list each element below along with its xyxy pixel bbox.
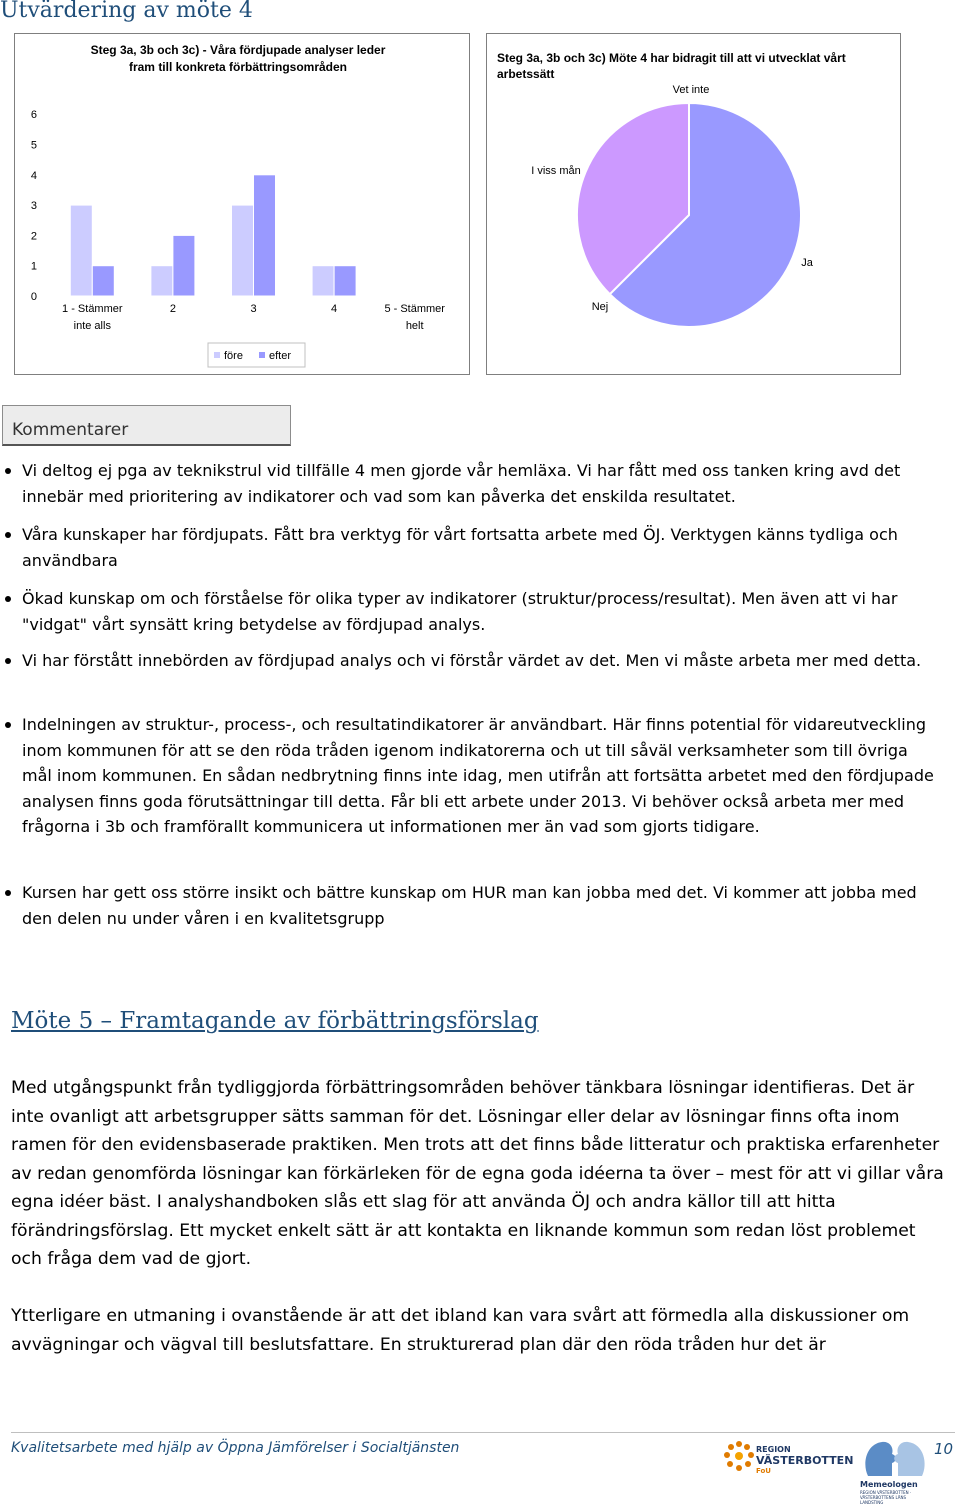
page-number: 10: [934, 1440, 954, 1458]
y-tick-label: 3: [30, 200, 37, 213]
page-heading: Utvärdering av möte 4: [0, 0, 253, 23]
comment-item: Våra kunskaper har fördjupats. Fått bra verktyg för vårt fortsatta arbete med ÖJ. Verktygen känns tydliga och användbara: [5, 522, 940, 573]
y-tick-label: 0: [30, 291, 37, 303]
legend-swatch-före: [214, 352, 220, 358]
bar-efter: [92, 266, 114, 296]
y-tick-label: 4: [30, 169, 37, 182]
pie-chart-panel: [486, 33, 901, 375]
comment-item: Indelningen av struktur-, process-, och resultatindikatorer är användbart. Här finns potential för vidareutveckling inom kommunen för att se den röda tråden igenom indikatorerna och ut till såväl verksamheter som till övriga mål inom kommunen. En sådan nedbrytning finns inte idag, men utifrån att fortsätta arbetet med den fördjupade analysen finns goda förutsättningar till detta. Får bli ett arbete under 2013. Vi behöver också arbeta mer med frågorna i 3b och framförallt kommunicera ut informationen mer än vad som gjorts tidigare.: [5, 712, 940, 840]
kommentarer-header: [2, 405, 291, 446]
sunflower-logo-icon: [724, 1440, 754, 1476]
legend-swatch-efter: [259, 352, 265, 358]
x-tick-label: 1 - Stämmer: [62, 303, 123, 315]
bar-före: [312, 266, 334, 296]
memeologen-logo: Memeologen REGION VÄSTERBOTTEN · VÄSTERBOTTENS LÄNS LANDSTING: [860, 1436, 930, 1502]
legend-label-före: före: [224, 350, 243, 362]
faces-logo-icon: [860, 1436, 930, 1480]
comment-item: Vi deltog ej pga av teknikstrul vid tillfälle 4 men gjorde vår hemläxa. Vi har fått med oss tanken kring avd det innebär med prioritering av indikatorer och vad som kan påverka det enskilda resultatet.: [5, 458, 940, 509]
y-tick-label: 1: [30, 260, 37, 273]
comment-item: Vi har förstått innebörden av fördjupad analys och vi förstår värdet av det. Men vi måste arbeta mer med detta.: [5, 648, 940, 674]
bullet-icon: [5, 596, 11, 602]
bar-chart-panel: [14, 33, 470, 375]
chart-title: fram till konkreta förbättringsområden: [128, 60, 348, 74]
section-heading: Möte 5 – Framtagande av förbättringsförslag: [11, 1008, 539, 1034]
kommentarer-title: Kommentarer: [12, 420, 129, 440]
legend-label-efter: efter: [269, 350, 292, 362]
region-vasterbotten-logo: REGION VÄSTERBOTTEN FoU: [724, 1436, 844, 1480]
y-tick-label: 5: [30, 139, 37, 152]
bar-efter: [254, 175, 276, 296]
x-tick-label: 2: [169, 303, 176, 315]
pie-label: I viss mån: [531, 165, 581, 177]
bullet-icon: [5, 890, 11, 896]
body-paragraph: Ytterligare en utmaning i ovanstående är att det ibland kan vara svårt att förmedla alla diskussioner om avvägningar och vägval till beslutsfattare. En strukturerad plan där den röda tråden hur det är: [11, 1306, 910, 1355]
chart-title: Steg 3a, 3b och 3c) Möte 4 har bidragit till att vi utvecklat vårt: [497, 51, 846, 65]
x-tick-label: helt: [405, 320, 424, 332]
comment-item: Kursen har gett oss större insikt och bättre kunskap om HUR man kan jobba med det. Vi kommer att jobba med den delen nu under våren i en kvalitetsgrupp: [5, 880, 940, 931]
chart-title: arbetssätt: [497, 67, 555, 81]
x-tick-label: 5 - Stämmer: [384, 303, 445, 315]
x-tick-label: inte alls: [73, 320, 111, 332]
comment-item: Ökad kunskap om och förståelse för olika typer av indikatorer (struktur/process/resultat). Men även att vi har "vidgat" vårt synsätt kring betydelse av fördjupad analys.: [5, 586, 940, 637]
bullet-icon: [5, 532, 11, 538]
bar-efter: [173, 235, 195, 296]
bar-före: [70, 205, 92, 296]
chart-title: Steg 3a, 3b och 3c) - Våra fördjupade analyser leder: [90, 43, 386, 57]
pie-chart: [487, 34, 900, 374]
x-tick-label: 4: [331, 303, 338, 315]
y-tick-label: 2: [30, 230, 37, 243]
bar-efter: [334, 266, 356, 296]
bar-före: [232, 205, 254, 296]
pie-label: Nej: [591, 301, 609, 313]
bullet-icon: [5, 658, 11, 664]
x-tick-label: 3: [250, 303, 257, 315]
bar-chart: [15, 34, 469, 374]
footer-divider: [11, 1432, 955, 1433]
y-tick-label: 6: [30, 109, 37, 122]
body-paragraph: Med utgångspunkt från tydliggjorda förbättringsområden behöver tänkbara lösningar identifieras. Det är inte ovanligt att arbetsgrupper sätts samman för det. Lösningar eller delar av lösningar finns ofta inom ramen för den evidensbaserade praktiken. Men trots att det finns både litteratur och praktiska erfarenheter av redan genomförda lösningar kan förkärleken för de egna goda idéerna ta över – mest för att vi gillar våra egna idéer bäst. I analyshandboken slås ett slag för att använda ÖJ och andra källor till att hitta förändringsförslag. Ett mycket enkelt sätt är att kontakta en liknande kommun som redan löst problemet och fråga dem vad de gjort.: [11, 1078, 944, 1269]
pie-label: Ja: [801, 257, 813, 269]
footer-title: Kvalitetsarbete med hjälp av Öppna Jämförelser i Socialtjänsten: [11, 1440, 460, 1456]
pie-label: Vet inte: [672, 84, 710, 96]
bullet-icon: [5, 722, 11, 728]
chart-legend: [208, 343, 305, 367]
bar-före: [151, 266, 173, 296]
bullet-icon: [5, 468, 11, 474]
